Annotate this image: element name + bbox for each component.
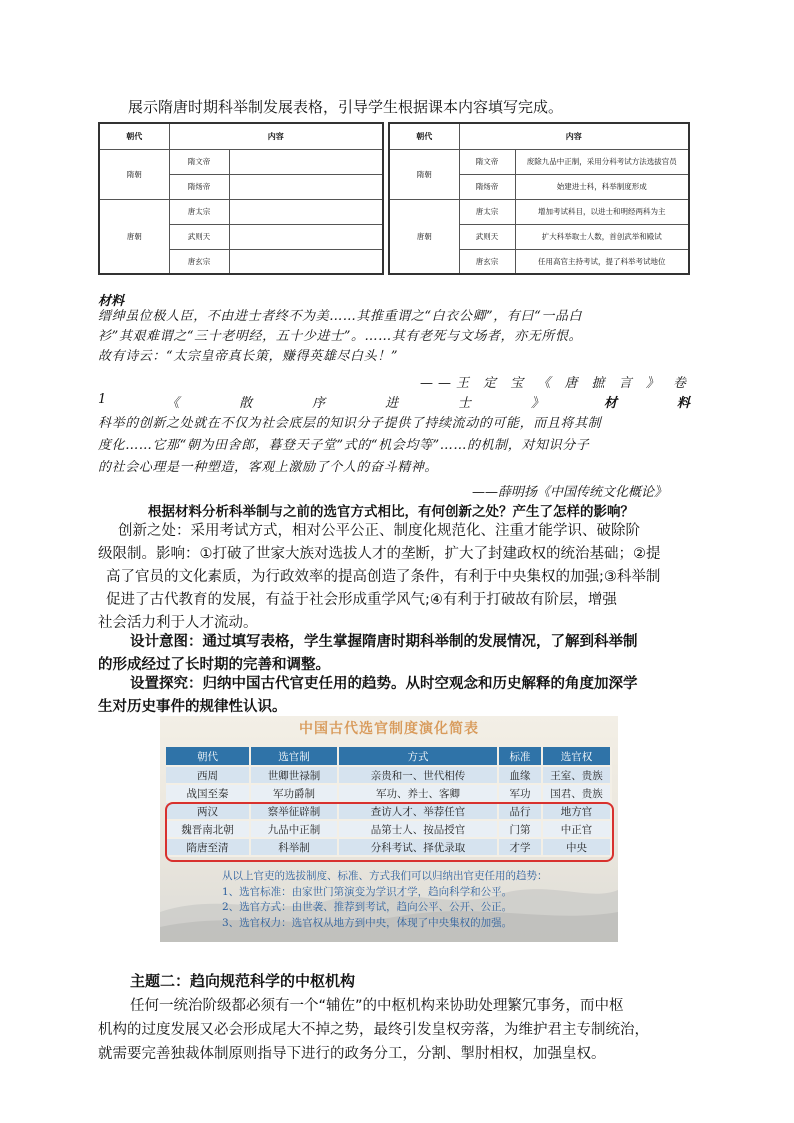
slide-cell: 才学 — [498, 838, 542, 856]
emperor-cell: 隋炀帝 — [169, 174, 229, 199]
blank-worksheet-table — [98, 122, 384, 275]
source-char: 材 — [603, 396, 617, 411]
content-cell: 废除九品中正制，采用分科考试方法选拔官员 — [515, 149, 689, 174]
highlight-box — [165, 802, 614, 862]
slide-cell: 魏晋南北朝 — [166, 820, 250, 838]
topic-2-line: 就需要完善独裁体制原则指导下进行的政务分工，分割、掣肘相权，加强皇权。 — [98, 1046, 606, 1062]
source-char: 散 — [239, 396, 253, 411]
blank-content-cell[interactable] — [229, 149, 383, 174]
dynasty-cell: 隋朝 — [99, 149, 169, 199]
slide-cell: 西周 — [166, 766, 250, 784]
material-2 — [98, 412, 690, 480]
slide-cell: 品第士人、按品授官 — [338, 820, 498, 838]
emperor-cell: 隋文帝 — [169, 149, 229, 174]
emperor-cell: 隋炀帝 — [459, 174, 515, 199]
table-row — [166, 784, 611, 802]
slide-image — [160, 716, 618, 942]
dynasty-cell: 唐朝 — [99, 199, 169, 274]
slide-header-cell: 标准 — [498, 747, 542, 766]
emperor-cell: 武则天 — [459, 224, 515, 249]
answer-line: 高了官员的文化素质，为行政效率的提高创造了条件，有利于中央集权的加强;③科举制 — [106, 569, 661, 585]
slide-cell: 王室、贵族 — [542, 766, 611, 784]
material-line: 故有诗云：“太宗皇帝真长策，赚得英雄尽白头！” — [98, 349, 399, 364]
note-line: 1、选官标准：由家世门第演变为学识才学，趋向科学和公平。 — [222, 885, 513, 898]
blank-content-cell[interactable] — [229, 174, 383, 199]
emperor-cell: 唐玄宗 — [169, 249, 229, 274]
slide-cell: 查访人才、举荐任官 — [338, 802, 498, 820]
material-1-source-line2 — [98, 392, 690, 411]
header-dynasty: 朝代 — [99, 123, 169, 149]
slide-cell: 军功、养士、客卿 — [338, 784, 498, 802]
topic-2-line: 任何一统治阶级都必须有一个“辅佐”的中枢机构来协助处理繁冗事务，而中枢 — [130, 998, 624, 1014]
source-char: 料 — [676, 396, 690, 411]
content-cell: 增加考试科目，以进士和明经两科为主 — [515, 199, 689, 224]
topic-2-line: 机构的过度发展又必会形成尾大不掉之势，最终引发皇权旁落，为维护君主专制统治， — [98, 1022, 649, 1038]
topic-2-title: 主题二：趋向规范科学的中枢机构 — [130, 972, 356, 990]
slide-header-cell: 选官制 — [250, 747, 338, 766]
slide-cell: 军功爵制 — [250, 784, 338, 802]
intro-text: 展示隋唐时期科举制发展表格，引导学生根据课本内容填写完成。 — [128, 98, 564, 116]
dynasty-cell: 唐朝 — [389, 199, 459, 274]
slide-header-cell: 朝代 — [166, 747, 250, 766]
source-char: 士 — [458, 396, 472, 411]
slide-cell: 战国至秦 — [166, 784, 250, 802]
material-line: 缙绅虽位极人臣，不由进士者终不为美……其推重谓之“白衣公卿”，有曰“一品白 — [98, 309, 583, 324]
source-char: 进 — [385, 396, 399, 411]
blank-content-cell[interactable] — [229, 249, 383, 274]
inquiry-line: 设置探究：归纳中国古代官吏任用的趋势。从时空观念和历史解释的角度加深学 — [130, 676, 638, 692]
answer-line: 社会活力利于人才流动。 — [98, 615, 258, 631]
slide-cell: 分科考试、择优录取 — [338, 838, 498, 856]
slide-cell: 军功 — [498, 784, 542, 802]
slide-cell: 隋唐至清 — [166, 838, 250, 856]
answer-line: 创新之处：采用考试方式，相对公平公正、制度化规范化、注重才能学识、破除阶 — [118, 523, 640, 539]
material-1-source: ——王 定 宝 《 唐 摭 言 》 卷 — [420, 376, 692, 391]
note-line: 3、选官权力：选官权从地方到中央，体现了中央集权的加强。 — [222, 916, 513, 929]
design-intent-line: 的形成经过了长时期的完善和调整。 — [98, 657, 330, 673]
material-2-source: ——薛明扬《中国传统文化概论》 — [472, 485, 668, 500]
design-intent-line: 设计意图：通过填写表格，学生掌握隋唐时期科举制的发展情况，了解到科举制 — [130, 634, 638, 650]
note-line: 2、选官方式：由世袭、推荐到考试，趋向公平、公开、公正。 — [222, 901, 513, 913]
source-char: 《 — [166, 396, 180, 411]
answer-table — [388, 122, 690, 275]
material-line: 衫”其艰难谓之“三十老明经，五十少进士”。……其有老死与文场者，亦无所恨。 — [98, 329, 583, 344]
answer-line: 促进了古代教育的发展，有益于社会形成重学风气;④有利于打破故有阶层，增强 — [106, 592, 617, 608]
slide-cell: 国君、贵族 — [542, 784, 611, 802]
answer-line: 级限制。影响：①打破了世家大族对选拔人才的垄断，扩大了封建政权的统治基础；②提 — [98, 546, 661, 562]
header-dynasty: 朝代 — [389, 123, 459, 149]
blank-content-cell[interactable] — [229, 224, 383, 249]
slide-cell: 九品中正制 — [250, 820, 338, 838]
table-row — [166, 766, 611, 784]
content-cell: 任用高官主持考试，提了科举考试地位 — [515, 249, 689, 274]
header-content: 内容 — [169, 123, 383, 149]
slide-cell: 中正官 — [542, 820, 611, 838]
source-char: 序 — [312, 396, 326, 411]
slide-cell: 世卿世禄制 — [250, 766, 338, 784]
note-line: 从以上官吏的选拔制度、标准、方式我们可以归纳出官吏任用的趋势： — [222, 870, 548, 882]
slide-cell: 察举征辟制 — [250, 802, 338, 820]
material-line: 科举的创新之处就在不仅为社会底层的知识分子提供了持续流动的可能，而且将其制 — [98, 416, 602, 431]
content-cell: 扩大科举取士人数，首创武举和殿试 — [515, 224, 689, 249]
emperor-cell: 隋文帝 — [459, 149, 515, 174]
slide-cell: 两汉 — [166, 802, 250, 820]
content-cell: 始建进士科，科举制度形成 — [515, 174, 689, 199]
slide-cell: 科举制 — [250, 838, 338, 856]
header-content: 内容 — [459, 123, 689, 149]
slide-cell: 亲贵和一、世代相传 — [338, 766, 498, 784]
slide-cell: 地方官 — [542, 802, 611, 820]
material-line: 度化……它那“朝为田舍郎，暮登天子堂”式的“机会均等”……的机制，对知识分子 — [98, 438, 590, 453]
emperor-cell: 唐太宗 — [459, 199, 515, 224]
material-line: 的社会心理是一种塑造，客观上激励了个人的奋斗精神。 — [98, 460, 439, 475]
material-1 — [98, 305, 690, 369]
material-title: 材料 — [98, 294, 125, 309]
slide-notes — [222, 869, 548, 931]
blank-content-cell[interactable] — [229, 199, 383, 224]
slide-title: 中国古代选官制度演化简表 — [299, 721, 479, 737]
slide-header-cell: 方式 — [338, 747, 498, 766]
emperor-cell: 武则天 — [169, 224, 229, 249]
slide-cell: 品行 — [498, 802, 542, 820]
emperor-cell: 唐玄宗 — [459, 249, 515, 274]
analysis-question: 根据材料分析科举制与之前的选官方式相比，有何创新之处？产生了怎样的影响？ — [148, 504, 634, 520]
inquiry-line: 生对历史事件的规律性认识。 — [98, 699, 287, 715]
emperor-cell: 唐太宗 — [169, 199, 229, 224]
source-char: 》 — [530, 396, 544, 411]
dynasty-cell: 隋朝 — [389, 149, 459, 199]
slide-header-cell: 选官权 — [542, 747, 611, 766]
slide-cell: 门第 — [498, 820, 542, 838]
slide-cell: 中央 — [542, 838, 611, 856]
slide-cell: 血缘 — [498, 766, 542, 784]
source-char: 1 — [98, 392, 107, 407]
